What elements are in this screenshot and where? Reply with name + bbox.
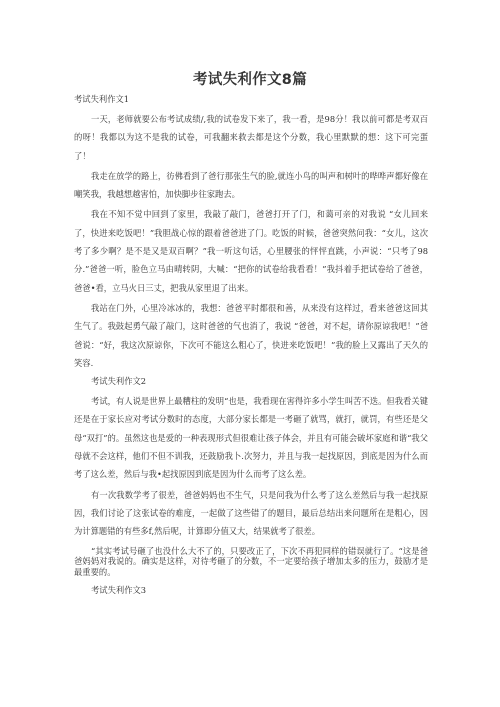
section-1-paragraph-4: 我站在门外，心里冷冰冰的，我想：爸爸平时都很和善，从来没有这样过，看来爸爸这回其生气了。我鼓起勇气敲了敲门，这时爸爸的气也消了，我说 “爸爸，对不起，请你原谅我吧！”爸爸说：“好，我这次原谅你，下次可不能这么粗心了，快进来吃饭吧！”我的脸上又露出了天久的笑容.: [74, 302, 428, 368]
section-2-paragraph-2: 有一次我数学考了很差，爸爸妈妈也不生气，只是问我为什么考了这么差然后与我一起找原因，我们讨论了这张试卷的难度，一起做了这些错了的题目，最后总结出来问题所在是粗心，因为计算题错的有些多f,然后呢，计算即分值又大，结果就考了很差。: [74, 489, 428, 537]
document-body: [74, 92, 428, 601]
section-2-paragraph-1: 考试，有人说是世界上最糟柱的发明“也是，我看现在害得许多小学生叫苦不迭。但我看关键还是在于家长应对考试分数时的态度，大部分家长都是一考砸了就骂，就打，就罚，有些还是父母“双打”的。虽然这也是爱的一种表现形式但很难让孩子体会，并且有可能会破坏家庭和谐“我父母就不会这样，他们不但不训我，还鼓励我卜.次努力，并且与我一起找原因，到底是因为什么而考了这么差，然后与我•起找原因到底是因为什么而考了这么差。: [74, 396, 428, 480]
section-1-paragraph-3: 我在不知不觉中回到了家里，我敲了敲门，爸爸打开了门，和蔼可亲的对我说 “女儿回来了，快进来吃饭吧！”我胆战心惊的跟着爸爸进了门。吃饭的时候，爸爸突然问我：“女儿，这次考了多少啊？是不是又是双百啊？”我一听这句话，心里腰张的怦怦直跳，小声说：“只考了98分.”爸爸一听，脸色立马由晴转阴，大喊：“把你的试卷给我看看！”我抖着手把试卷给了爸爸，爸爸•看，立马火日三丈，把我从家里退了出来。: [74, 209, 428, 293]
section-1-paragraph-2: 我走在放学的路上，彷佛看到了爸行那张生气的脸,就连小鸟的叫声和树叶的哗哗声都好像在嘲笑我，我越想越害怕，加快脚步往家跑去。: [74, 170, 428, 200]
section-2-paragraph-3: “其实考试号砸了也没什么大不了的，只要改正了，下次不再犯同样的错误就行了。“这是爸爸妈妈对我说的。确实是这样，对待考砸了的分数，不一定要给孩子增加太多的压力，鼓励才是最重要的。: [74, 545, 428, 577]
section-heading-3: 考试失利作文3: [91, 585, 147, 596]
section-1-paragraph-1: 一天，老师就要公布考试成绩/,我的试卷发下来了，我一看，是98分！我以前可都是考双百的呀！我都以为这不是我的试卷，可我翻来救去都是这个分数，我心里默默的想：这下可完蛋了！: [74, 114, 428, 161]
section-heading-2: 考试失利作文2: [91, 376, 147, 387]
document-title: 考试失利作文8篇: [193, 72, 307, 88]
section-heading-1: 考试失利作文1: [74, 94, 130, 104]
